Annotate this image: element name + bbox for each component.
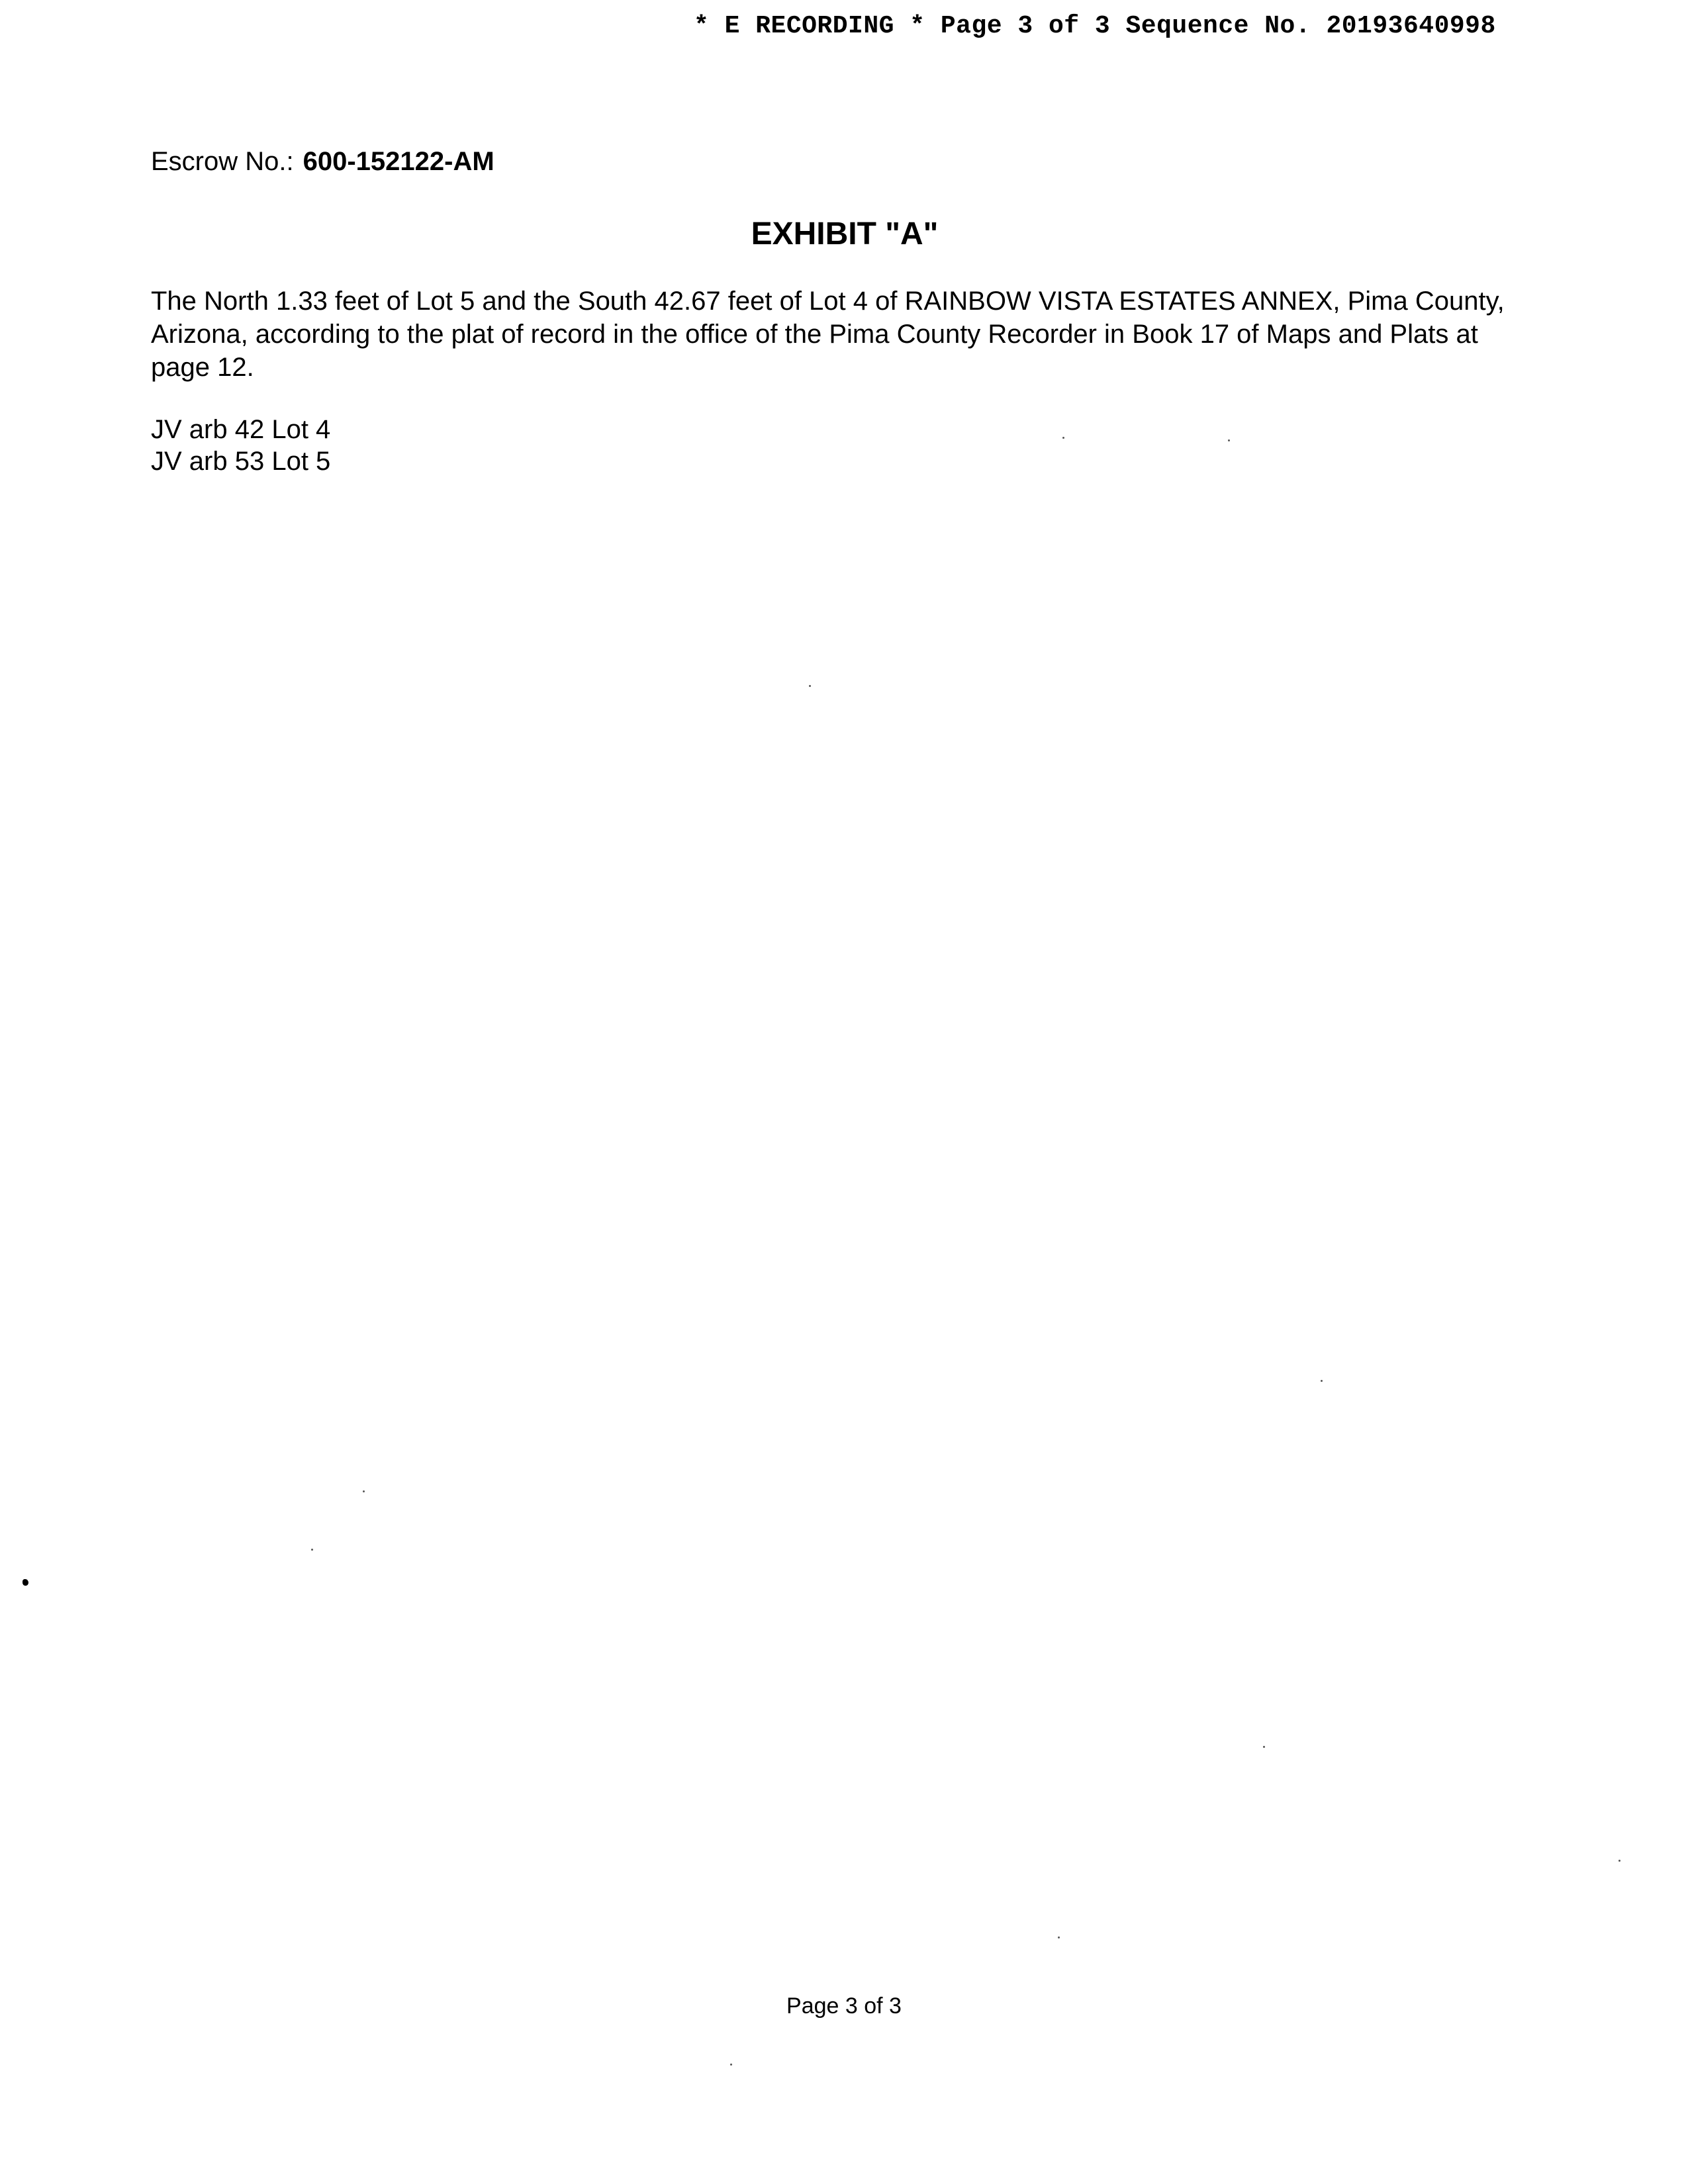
escrow-line <box>151 147 494 177</box>
scan-speck <box>311 1549 313 1551</box>
parcel-note: JV arb 42 Lot 4 <box>151 415 331 444</box>
scan-speck <box>730 2064 732 2066</box>
scan-mark <box>23 1579 28 1586</box>
recording-header: * E RECORDING * Page 3 of 3 Sequence No. 20193640998 <box>694 12 1496 40</box>
scan-speck <box>1062 437 1064 439</box>
scan-speck <box>1058 1936 1060 1938</box>
exhibit-title: EXHIBIT "A" <box>751 216 939 251</box>
scan-speck <box>1228 439 1230 441</box>
legal-description: The North 1.33 feet of Lot 5 and the South 42.67 feet of Lot 4 of RAINBOW VISTA ESTATES ANNEX, Pima County, Arizona, according to the plat of record in the office of the Pima County Recorder in Book 17 of Maps and Plats at page 12. <box>151 287 1505 382</box>
scan-speck <box>1263 1746 1265 1748</box>
scan-speck <box>809 685 811 687</box>
parcel-note: JV arb 53 Lot 5 <box>151 447 331 476</box>
page-number-footer: Page 3 of 3 <box>786 1993 902 2019</box>
parcel-notes <box>151 414 330 477</box>
scan-speck <box>363 1490 365 1492</box>
scan-speck <box>1321 1380 1323 1382</box>
scan-speck <box>1618 1860 1620 1862</box>
escrow-label: Escrow No.: <box>151 147 294 176</box>
escrow-number: 600-152122-AM <box>303 147 494 176</box>
